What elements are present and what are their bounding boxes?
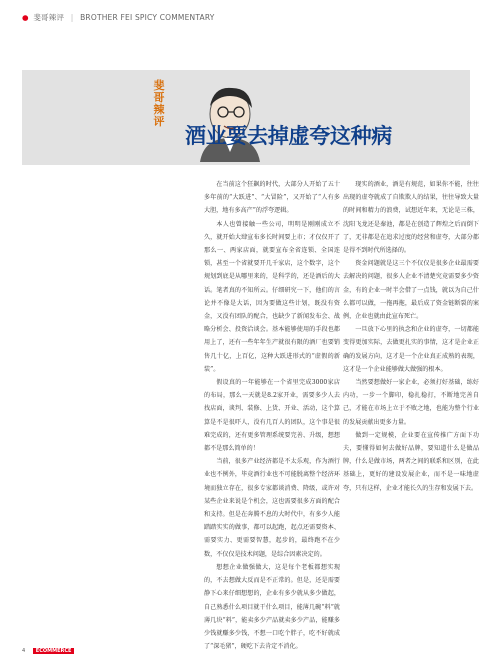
vertical-label-char: 辣 xyxy=(153,103,165,116)
body-paragraph: 想想企业做强做大，这是每个老板都想实现的，不去想做大反而是不正常的。但是，还是需要静下心来仔细想想的，企业有多少就从多少做起，自己熟悉什么项目就干什么项目，能薄几碗“料”就薄几块“料”，能卖多少产品就卖多少产品，能赚多少钱就赚多少钱，不想一口吃个胖子，吃不好就成了“深毛猪”，硬吃下去肯定不消化。 xyxy=(204,563,340,651)
body-paragraph: 假设真的一年能够在一个省里完成3000家店的布局，那么一天就是8.2家开业，需要多少人去找店面，谈判、装修、上货、开业、活动，这个算算是不是很吓人，没有几百人的团队，这个事是很难完成的，还有更多管理系统要完善、升级，想想都不是那么简单的！ xyxy=(204,379,340,453)
body-paragraph: 当然要想做好一家企业，必须打好基础，练好内功，一步一个脚印，稳扎稳打，不断地完善自己，才能在市场上立于不败之地，也能为整个行业的发展贡献出更多力量。 xyxy=(343,379,479,426)
body-paragraph: 一旦放下心里的执念和企业的虚夸，一切都能变得更加实际，去做更扎实的事情，这才是企业正确的发展方向，这才是一个企业真正成熟的表现，这才是一个企业能够做大做强的根本。 xyxy=(343,326,479,373)
column-vertical-label xyxy=(150,80,168,128)
body-paragraph: 在当前这个狂飙的时代，大部分人开始了五十多年前的“大跃进”、“大冒险”，又开始了“人有多大胆，地有多高产”的浮夸逻辑。 xyxy=(204,181,340,215)
vertical-label-char: 哥 xyxy=(153,91,165,104)
column-name: 斐哥辣评 xyxy=(33,13,65,22)
body-paragraph: 资金问题就是这三个不仅仅是很多企业最需要去解决的问题，很多人企业不清楚究竟需要多少资金，有的企业一时半会借了一点钱，就以为自己什么都可以做，一拖再拖，最后成了资金链断裂的案例，企业也就由此宣布死亡。 xyxy=(343,260,479,321)
page-number: 4 xyxy=(22,648,26,654)
magazine-brand: ECOMMERCE xyxy=(33,648,75,654)
header-separator: | xyxy=(70,13,74,22)
body-paragraph: 做到一定规模，企业要在宣传推广方面下功夫，要懂得如何去做好品牌，要知道什么是做品牌，什么是做市场，两者之间的联系和区别，在此基础上，更好的建设发展企业，而不是一味地虚夸，只有这样，企业才能长久的生存和发展下去。 xyxy=(343,431,479,492)
body-paragraph: 当前，很多产业经济都是不太乐观，作为酒行业也不例外，毕竟酒行业也不可能脱离整个经济环境而独立存在，很多专家都谈消费、降级，或许对某些企业来说是个机会，这也需要很多方面的配合和支持。但是在奔腾不息的大时代中，有多少人能踏踏实实的做事，都可以起跑，起点还需要资本、需要实力、更需要智慧，起步的，最终跑不在少数，不仅仅是技术问题，是综合因素决定的。 xyxy=(204,458,340,558)
page-footer xyxy=(22,648,74,654)
bullet-icon: ● xyxy=(22,13,29,22)
body-paragraph: 现实的酒业，酒是有规范，如果你不能，往往出现的虚夸就成了自欺欺人的结果，往往导致大量的时间和精力的浪费，试想近年来，无论是三株，沈阳飞龙还是秦池，都是在创造了辉煌之后而倒下了，无非都是在追求过度的经营和虚夸，大部分都是得不到时代所选择的。 xyxy=(343,181,479,255)
vertical-label-char: 评 xyxy=(153,115,165,128)
vertical-label-char: 斐 xyxy=(153,79,165,92)
article-column-right xyxy=(343,178,479,495)
header-subtitle: BROTHER FEI SPICY COMMENTARY xyxy=(80,13,215,22)
article-title: 酒业要去掉虚夸这种病 xyxy=(185,124,392,148)
page-header xyxy=(22,12,215,23)
body-paragraph: 本人也曾接触一些公司，明明是刚刚成立不久，就开始大肆宣布多长时间要上市；才仅仅开了那么一、两家店面，就要宣布全省连锁、全国连锁，甚至一个省就要开几千家店，这个数字，这个规划到底是从哪里来的，是科学的，还是酒后的大话。笔者真的不知所云。仔细研究一下，他们的言论并不像是大话，因为要做这些计划，既没有资金，又没有团队的配合，也缺少了新闻发布会、战略分析会、投资洽谈会。基本能够使用的手段也都用上了，还有一些年年生产就很有限的酒厂也要销售几十亿，上百亿，这种大跃进形式的“虚假的新装”。 xyxy=(204,220,340,373)
article-column-left xyxy=(204,178,340,653)
